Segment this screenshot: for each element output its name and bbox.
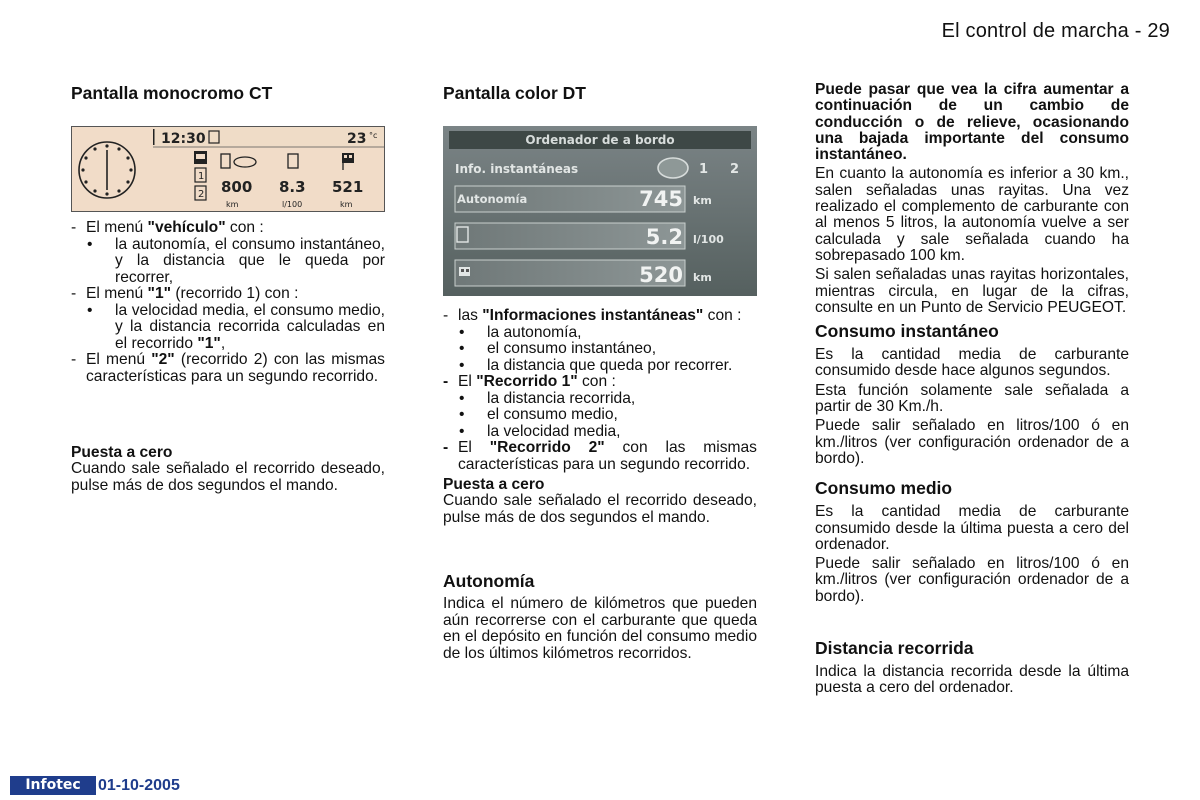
monochrome-menu-list [71, 220, 385, 494]
ct-unit-range: km [226, 200, 239, 209]
column-color [443, 82, 757, 104]
dt-row2-value: 5.2 [645, 225, 683, 249]
list-item: - El menú "vehículo" con : [71, 219, 264, 236]
color-menu-list [443, 308, 757, 662]
list-item: • la autonomía, [459, 323, 582, 341]
color-dt-display [443, 126, 757, 296]
ct-value-range: 800 [221, 178, 253, 196]
page-header: El control de marcha - 29 [941, 20, 1170, 42]
ct-unit-distance: km [340, 200, 353, 209]
dt-title: Ordenador de a bordo [525, 133, 675, 147]
list-item: • la autonomía, el consumo instantáneo, y la distancia que le queda por recorrer, [87, 235, 385, 286]
paragraph: Indica la distancia recorrida desde la última puesta a cero del ordenador. [815, 663, 1129, 697]
list-item: • la distancia recorrida, [459, 389, 636, 407]
ct-value-distance: 521 [332, 178, 364, 196]
list-item: • la velocidad media, [459, 422, 621, 440]
list-item: - El "Recorrido 1" con : [443, 373, 616, 390]
heading-monochrome-display: Pantalla monocromo CT [71, 83, 273, 103]
ct-trip2-marker: 2 [198, 189, 205, 200]
dt-trip2: 2 [730, 162, 740, 177]
dt-row1-label: Autonomía [457, 192, 528, 206]
average-consumption-heading: Consumo medio [815, 478, 953, 499]
list-item: • la distancia que queda por recorrer. [459, 356, 733, 374]
footer-date: 01-10-2005 [98, 777, 180, 794]
dt-row3-value: 520 [639, 263, 683, 287]
reset-text: Cuando sale señalado el recorrido deseado, pulse más de dos segundos el mando. [71, 460, 385, 494]
dt-row3-unit: km [693, 271, 712, 284]
monochrome-ct-display [71, 126, 385, 212]
ct-time: 12:30 [161, 131, 206, 147]
distance-heading: Distancia recorrida [815, 638, 974, 659]
column-consumption [815, 82, 1129, 697]
ct-temperature: 23 [347, 131, 367, 147]
dt-info-label: Info. instantáneas [455, 162, 579, 176]
paragraph: Es la cantidad media de carburante consumido desde hace algunos segundos. [815, 346, 1129, 380]
heading-color-display: Pantalla color DT [443, 83, 586, 103]
list-item: - las "Informaciones instantáneas" con : [443, 307, 742, 324]
autonomia-text: Indica el número de kilómetros que pueden aún recorrerse con el carburante que queda en el depósito en función del consumo medio de los últimos kilómetros recorridos. [443, 595, 757, 662]
instant-consumption-heading: Consumo instantáneo [815, 321, 999, 342]
reset-heading: Puesta a cero [71, 444, 173, 461]
ct-trip1-marker: 1 [198, 171, 205, 182]
paragraph: Esta función solamente sale señalada a partir de 30 Km./h. [815, 381, 1129, 416]
ct-unit-consumption: l/100 [282, 200, 303, 209]
list-item: - El menú "2" (recorrido 2) con las mismas características para un segundo recorrido. [71, 351, 385, 385]
dt-row2-unit: l/100 [693, 233, 724, 246]
dt-trip1: 1 [699, 162, 709, 177]
list-item: • el consumo medio, [459, 406, 618, 423]
reset-heading: Puesta a cero [443, 476, 545, 493]
fuel-gauge-icon [658, 158, 688, 178]
paragraph: Puede salir señalado en litros/100 ó en km./litros (ver configuración ordenador de a bordo). [815, 417, 1129, 467]
paragraph: Es la cantidad media de carburante consumido desde la última puesta a cero del ordenador. [815, 503, 1129, 553]
list-item: - El menú "1" (recorrido 1) con : [71, 285, 299, 302]
intro-note: Puede pasar que vea la cifra aumentar a continuación de un cambio de conducción o de relieve, ocasionando una bajada importante del consumo instantáneo. [815, 81, 1129, 164]
degree-c-icon: °c [369, 131, 378, 140]
list-item: • la velocidad media, el consumo medio, y la distancia recorrida calculadas en el recorrido "1", [87, 301, 385, 352]
ct-value-consumption: 8.3 [279, 178, 306, 196]
reset-text: Cuando sale señalado el recorrido deseado, pulse más de dos segundos el mando. [443, 492, 757, 526]
list-item: • el consumo instantáneo, [459, 340, 657, 357]
paragraph: En cuanto la autonomía es inferior a 30 km., salen señaladas unas rayitas. Una vez realizado el complemento de carburante con al menos 5 litros, la autonomía vuelve a ser calculada y sale señalada cuando ha sobrepasado 100 km. [815, 165, 1129, 264]
paragraph: Si salen señaladas unas rayitas horizontales, mientras circula, en lugar de la cifras, consulte en un Punto de Servicio PEUGEOT. [815, 266, 1129, 316]
dt-row1-unit: km [693, 194, 712, 207]
paragraph: Puede salir señalado en litros/100 ó en km./litros (ver configuración ordenador de a bordo). [815, 555, 1129, 605]
dt-checkered-flag-icon [459, 267, 470, 276]
infotec-logo: Infotec [10, 776, 96, 795]
list-item: - El "Recorrido 2" con las mismas características para un segundo recorrido. [443, 439, 757, 473]
dt-row1-value: 745 [639, 187, 683, 211]
autonomia-heading: Autonomía [443, 571, 535, 591]
column-monochrome [71, 82, 385, 104]
